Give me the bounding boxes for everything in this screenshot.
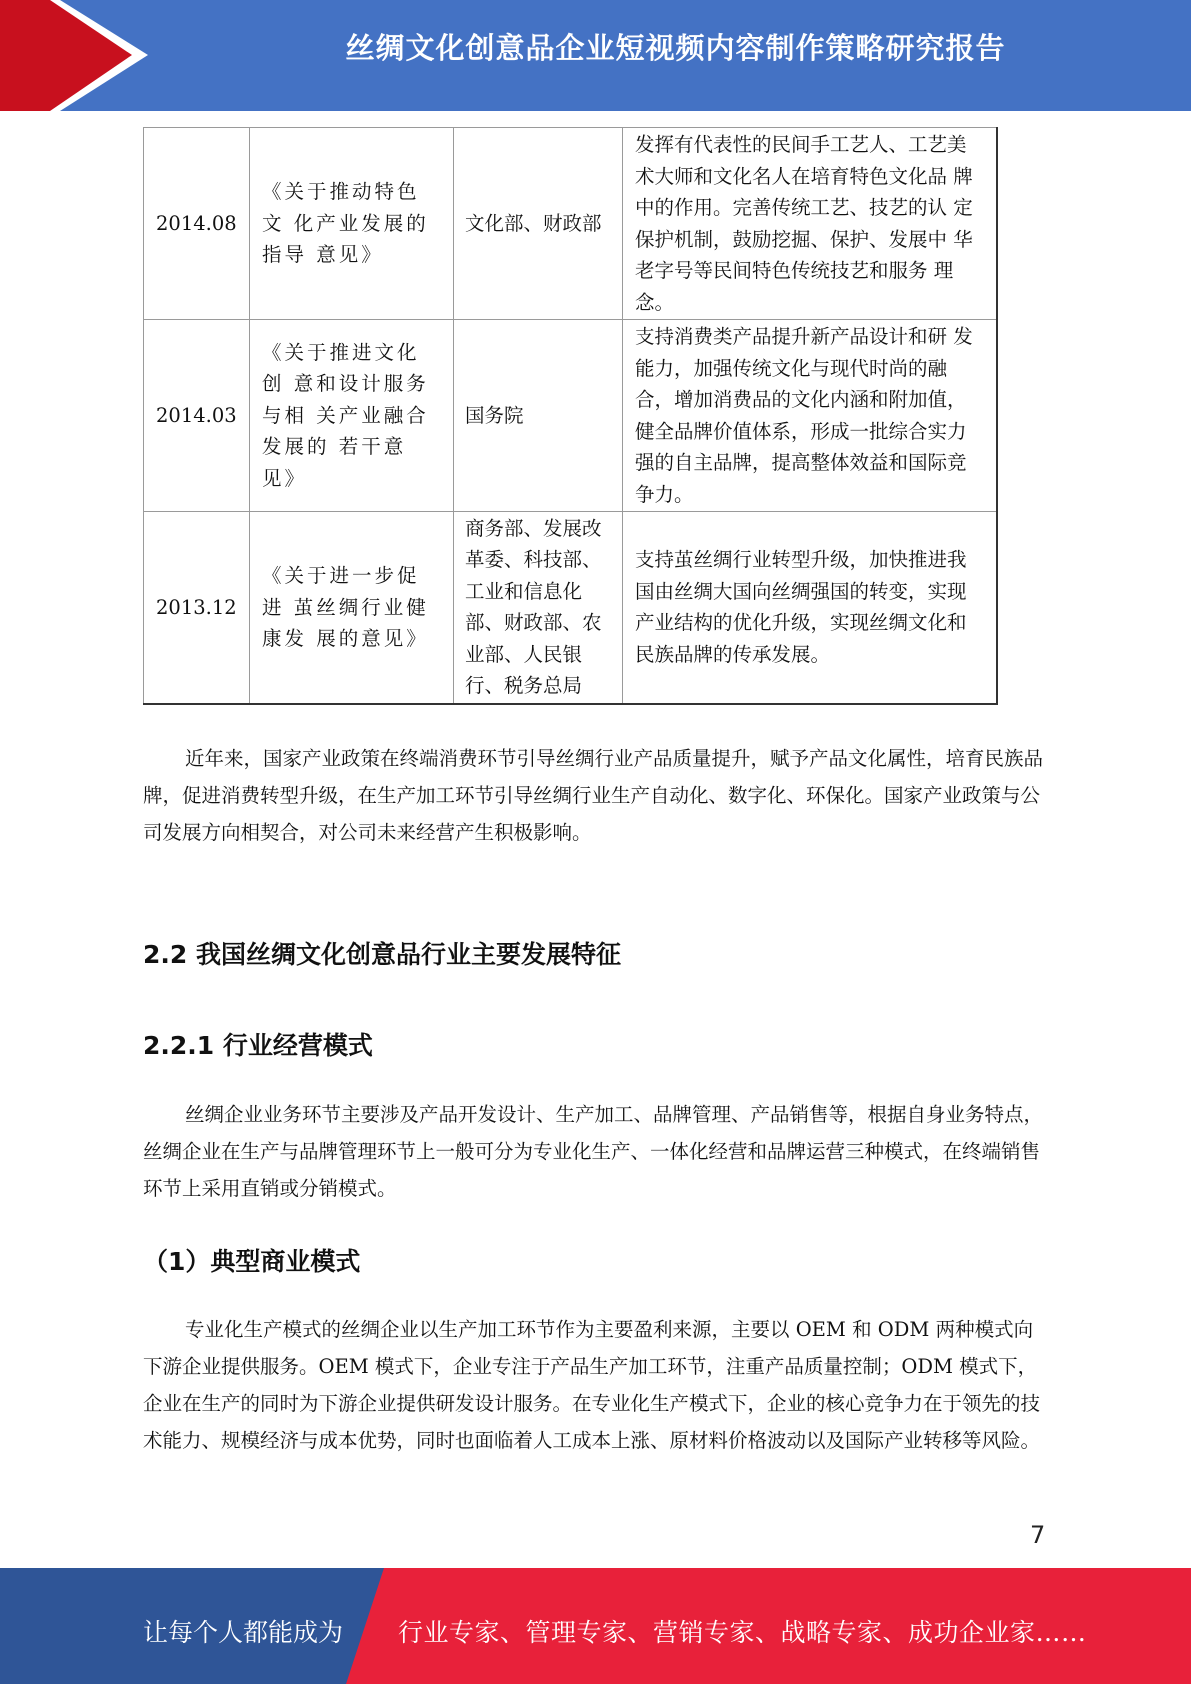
page-footer — [0, 1568, 1191, 1684]
policy-content: 支持茧丝绸行业转型升级，加快推进我国由丝绸大国向丝绸强国的转变，实现产业结构的优化升级，实现丝绸文化和民族品牌的传承发展。 — [623, 512, 998, 704]
table-row — [144, 512, 998, 704]
policy-table — [143, 127, 998, 705]
report-title: 丝绸文化创意品企业短视频内容制作策略研究报告 — [345, 31, 1006, 65]
footer-slogan-left: 让每个人都能成为 — [143, 1618, 344, 1647]
body-paragraph: 丝绸企业业务环节主要涉及产品开发设计、生产加工、品牌管理、产品销售等，根据自身业务特点，丝绸企业在生产与品牌管理环节上一般可分为专业化生产、一体化经营和品牌运营三种模式，在终端销售环节上采用直销或分销模式。 — [143, 1103, 1044, 1200]
policy-date: 2014.08 — [144, 128, 250, 320]
policy-title: 《关于进一步促进 茧丝绸行业健康发 展的意见》 — [250, 512, 454, 704]
table-row — [144, 320, 998, 512]
policy-issuer: 商务部、发展改革委、科技部、工业和信息化部、财政部、农业部、人民银行、税务总局 — [454, 512, 623, 704]
subsection-heading: 2.2.1 行业经营模式 — [143, 1031, 373, 1060]
policy-date: 2013.12 — [144, 512, 250, 704]
section-heading: 2.2 我国丝绸文化创意品行业主要发展特征 — [143, 940, 621, 969]
page-header — [0, 0, 1191, 111]
body-paragraph: 专业化生产模式的丝绸企业以生产加工环节作为主要盈利来源，主要以 OEM 和 ODM 两种模式向下游企业提供服务。OEM 模式下，企业专注于产品生产加工环节，注重产品质量控制；ODM 模式下，企业在生产的同时为下游企业提供研发设计服务。在专业化生产模式下，企业的核心竞争力在于领先的技术能力、规模经济与成本优势，同时也面临着人工成本上涨、原材料价格波动以及国际产业转移等风险。 — [143, 1318, 1041, 1452]
body-paragraph: 近年来，国家产业政策在终端消费环节引导丝绸行业产品质量提升，赋予产品文化属性，培育民族品牌，促进消费转型升级，在生产加工环节引导丝绸行业生产自动化、数字化、环保化。国家产业政策与公司发展方向相契合，对公司未来经营产生积极影响。 — [143, 747, 1044, 844]
footer-slogan-right: 行业专家、管理专家、营销专家、战略专家、成功企业家…… — [398, 1618, 1087, 1647]
policy-issuer: 文化部、财政部 — [454, 128, 623, 320]
policy-content: 支持消费类产品提升新产品设计和研 发能力，加强传统文化与现代时尚的融 合，增加消费品的文化内涵和附加值， 健全品牌价值体系，形成一批综合实力 强的自主品牌，提高整体效益和国际竞 争力。 — [623, 320, 998, 512]
policy-date: 2014.03 — [144, 320, 250, 512]
policy-title: 《关于推进文化创 意和设计服务与相 关产业融合发展的 若干意见》 — [250, 320, 454, 512]
policy-content: 发挥有代表性的民间手工艺人、工艺美术大师和文化名人在培育特色文化品 牌中的作用。完善传统工艺、技艺的认 定保护机制，鼓励挖掘、保护、发展中 华老字号等民间特色传统技艺和服务 理念。 — [623, 128, 998, 320]
policy-issuer: 国务院 — [454, 320, 623, 512]
policy-title: 《关于推动特色文 化产业发展的指导 意见》 — [250, 128, 454, 320]
table-row — [144, 128, 998, 320]
page-number: 7 — [1030, 1521, 1046, 1549]
subsubsection-heading: （1）典型商业模式 — [143, 1247, 361, 1276]
